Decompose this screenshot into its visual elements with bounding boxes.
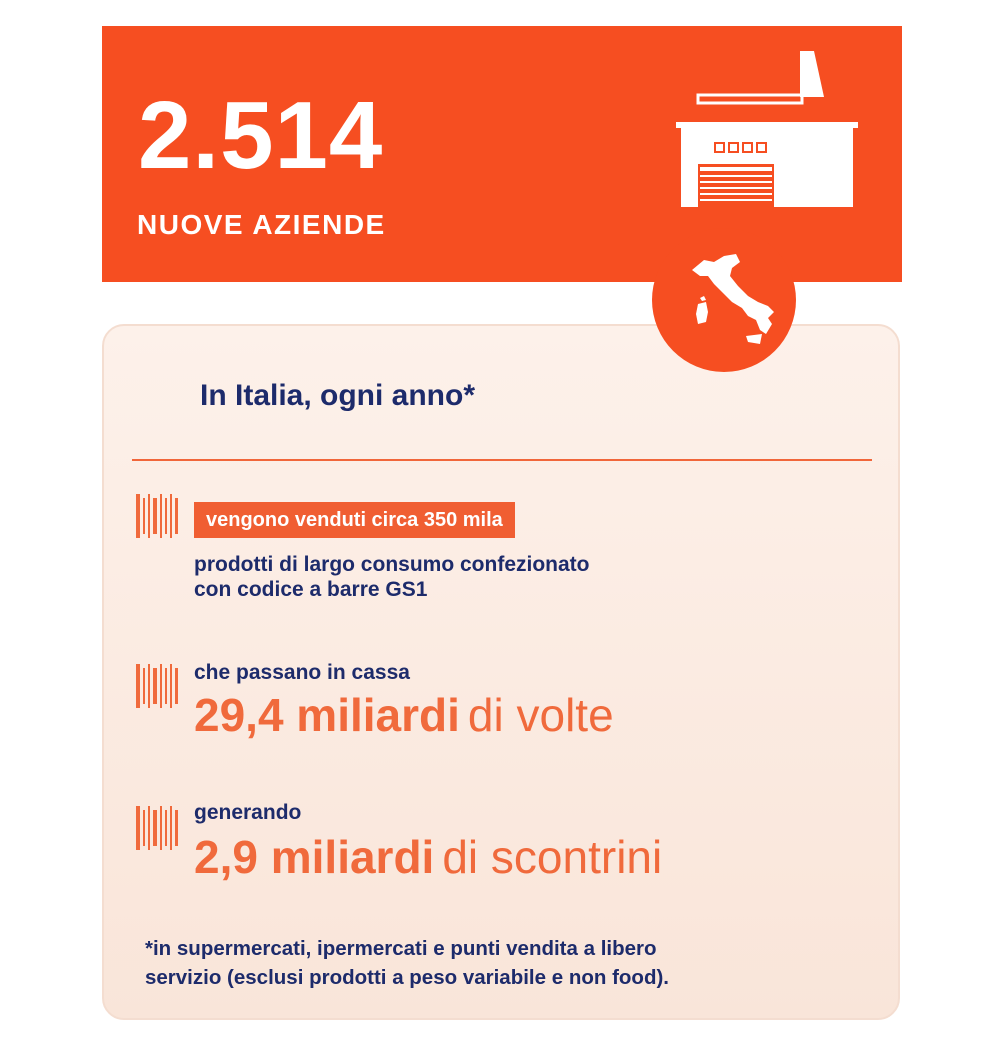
panel-title: In Italia, ogni anno* <box>200 379 476 412</box>
checkout-value: 29,4 miliardi <box>194 689 460 741</box>
checkout-unit: di volte <box>467 689 614 741</box>
checkout-lead: che passano in cassa <box>194 661 410 684</box>
checkout-stat <box>194 689 614 741</box>
italy-badge <box>652 228 796 372</box>
factory-icon <box>674 51 862 217</box>
italy-map-icon <box>652 228 796 372</box>
new-companies-label: NUOVE AZIENDE <box>137 209 386 240</box>
receipts-lead: generando <box>194 801 302 824</box>
barcode-icon <box>134 664 180 708</box>
footnote <box>145 934 845 992</box>
barcode-icon <box>134 806 180 850</box>
receipts-stat <box>194 831 663 883</box>
footnote-line1: *in supermercati, ipermercati e punti vendita a libero <box>145 937 657 960</box>
barcode-icon <box>134 494 180 538</box>
sold-products-highlight: vengono venduti circa 350 mila <box>194 502 515 538</box>
receipts-unit: di scontrini <box>442 831 663 883</box>
receipts-value: 2,9 miliardi <box>194 831 435 883</box>
new-companies-count: 2.514 <box>138 82 384 189</box>
footnote-line2: servizio (esclusi prodotti a peso variabile e non food). <box>145 966 669 989</box>
products-description-line1: prodotti di largo consumo confezionato <box>194 553 590 576</box>
divider <box>132 459 872 461</box>
products-description-line2: con codice a barre GS1 <box>194 578 428 601</box>
